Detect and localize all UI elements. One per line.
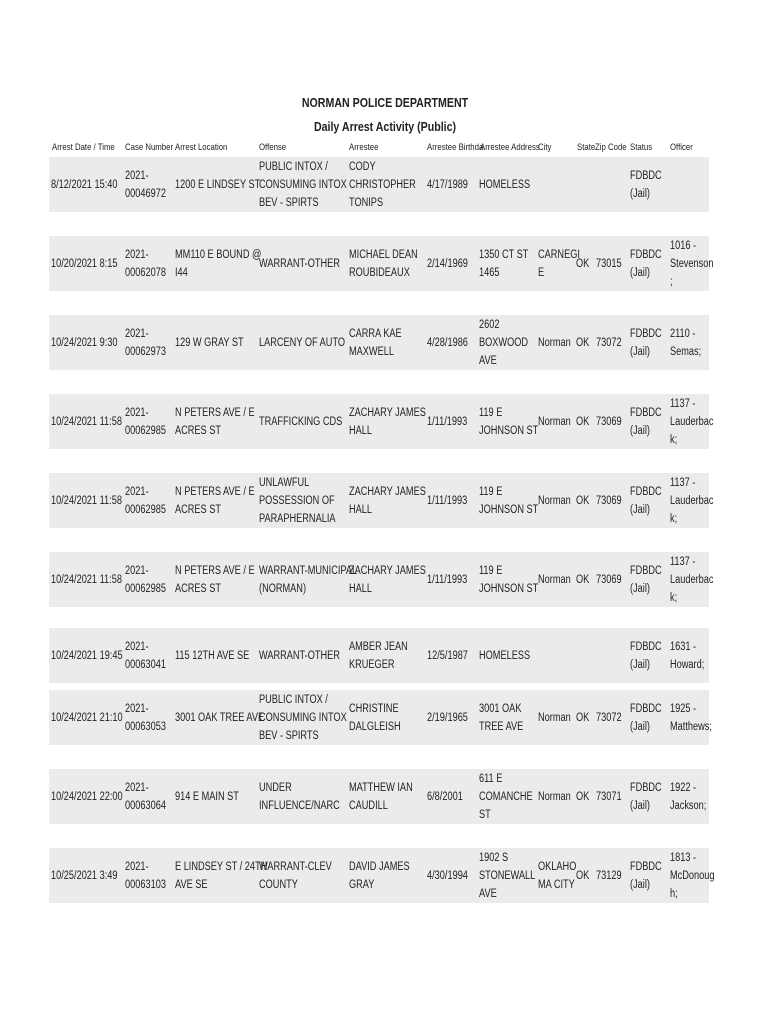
cell-arrestee: ZACHARY JAMES HALL [349,564,426,595]
cell-arrestee-address: 611 E COMANCHE ST [479,772,533,821]
cell-offense: PUBLIC INTOX / CONSUMING INTOX BEV - SPIRTS [259,693,347,742]
cell-arrestee-address: 2602 BOXWOOD AVE [479,318,529,367]
header-arrest-date: Arrest Date / Time [52,142,115,153]
header-offense: Offense [259,142,287,153]
table-row [49,394,714,449]
cell-arrest-location: 129 W GRAY ST [175,336,244,349]
cell-arrestee: MATTHEW IAN CAUDILL [349,781,413,812]
cell-officer: 1016 - Stevenson ; [670,239,714,288]
table-row [49,769,709,824]
cell-status: FDBDC (Jail) [630,327,662,358]
table-row [49,473,714,528]
cell-arrestee: AMBER JEAN KRUEGER [349,640,408,671]
cell-zip-code: 73129 [596,869,622,882]
cell-arrestee: ZACHARY JAMES HALL [349,406,426,437]
cell-arrest-date: 10/25/2021 3:49 [51,869,118,882]
cell-arrestee-birthdate: 6/8/2001 [427,790,463,803]
cell-officer [670,157,709,212]
cell-arrestee-address: HOMELESS [479,649,531,662]
cell-case-number: 2021- 00063064 [125,781,166,812]
cell-arrest-location: MM110 E BOUND @ I44 [175,248,262,279]
cell-offense: WARRANT-CLEV COUNTY [259,860,332,891]
report-subtitle: Daily Arrest Activity (Public) [313,120,457,134]
cell-arrest-date: 10/20/2021 8:15 [51,257,118,270]
report-title: NORMAN POLICE DEPARTMENT [301,96,469,110]
cell-city [538,628,574,683]
cell-officer: 1922 - Jackson; [670,781,707,812]
header-arrest-location: Arrest Location [175,142,228,153]
header-arrestee-birthdate: Arrestee Birthda [427,142,484,153]
cell-city: Norman [538,494,571,507]
cell-arrestee: CODY CHRISTOPHER TONIPS [349,160,416,209]
cell-arrestee-birthdate: 12/5/1987 [427,649,468,662]
cell-zip-code: 73072 [596,711,622,724]
cell-zip-code: 73069 [596,415,622,428]
cell-zip-code [596,157,628,212]
cell-arrestee: ZACHARY JAMES HALL [349,485,426,516]
cell-case-number: 2021- 00063103 [125,860,166,891]
cell-offense: UNDER INFLUENCE/NARC [259,781,340,812]
cell-zip-code: 73069 [596,494,622,507]
cell-offense: LARCENY OF AUTO [259,336,346,349]
cell-arrestee-birthdate: 2/14/1969 [427,257,468,270]
cell-arrest-location: 115 12TH AVE SE [175,649,250,662]
cell-arrest-date: 10/24/2021 11:58 [51,573,122,586]
cell-arrest-date: 10/24/2021 22:00 [51,790,123,803]
cell-arrest-location: N PETERS AVE / E ACRES ST [175,564,255,595]
cell-arrestee: CARRA KAE MAXWELL [349,327,402,358]
cell-city: Norman [538,415,571,428]
cell-arrestee-birthdate: 1/11/1993 [427,494,468,507]
cell-state: OK [576,573,590,586]
cell-offense: WARRANT-OTHER [259,649,340,662]
cell-city: Norman [538,573,571,586]
cell-offense: UNLAWFUL POSSESSION OF PARAPHERNALIA [259,476,336,525]
cell-state: OK [576,257,590,270]
cell-arrestee-birthdate: 2/19/1965 [427,711,468,724]
cell-state: OK [576,336,590,349]
cell-arrest-location: 3001 OAK TREE AVE [175,711,265,724]
cell-officer: 1137 - Lauderbac k; [670,397,714,446]
cell-status: FDBDC (Jail) [630,169,662,200]
cell-arrestee: DAVID JAMES GRAY [349,860,410,891]
cell-arrestee-birthdate: 1/11/1993 [427,415,468,428]
cell-case-number: 2021- 00062078 [125,248,166,279]
cell-city: Norman [538,336,571,349]
cell-arrestee: MICHAEL DEAN ROUBIDEAUX [349,248,418,279]
cell-city: OKLAHO MA CITY [538,860,577,891]
cell-arrest-date: 10/24/2021 19:45 [51,649,123,662]
cell-arrest-date: 10/24/2021 9:30 [51,336,118,349]
table-row [49,552,714,607]
cell-arrest-location: N PETERS AVE / E ACRES ST [175,485,255,516]
cell-arrestee-birthdate: 1/11/1993 [427,573,468,586]
cell-status: FDBDC (Jail) [630,248,662,279]
table-row [49,628,709,683]
header-zip-code: Zip Code [595,142,627,153]
cell-officer: 1137 - Lauderbac k; [670,476,714,525]
cell-state: OK [576,494,590,507]
cell-arrest-date: 10/24/2021 11:58 [51,494,122,507]
cell-arrest-location: 914 E MAIN ST [175,790,239,803]
cell-arrestee-birthdate: 4/28/1986 [427,336,468,349]
cell-state: OK [576,415,590,428]
cell-city: Norman [538,711,571,724]
header-case-number: Case Number [125,142,174,153]
cell-arrestee-birthdate: 4/30/1994 [427,869,468,882]
cell-arrestee-address: 119 E JOHNSON ST [479,564,539,595]
cell-offense: PUBLIC INTOX / CONSUMING INTOX BEV - SPIRTS [259,160,347,209]
table-row [49,690,712,745]
cell-city: CARNEGI E [538,248,580,279]
cell-arrestee-address: 3001 OAK TREE AVE [479,702,524,733]
cell-arrest-location: 1200 E LINDSEY ST [175,178,261,191]
cell-state [576,628,594,683]
cell-city: Norman [538,790,571,803]
cell-officer: 1813 - McDonoug h; [670,851,715,900]
cell-arrestee-address: 1350 CT ST 1465 [479,248,529,279]
table-row [49,236,714,291]
header-arrestee-address: Arrestee Address [480,142,540,153]
cell-arrestee-birthdate: 4/17/1989 [427,178,468,191]
cell-status: FDBDC (Jail) [630,640,662,671]
cell-officer: 1631 - Howard; [670,640,705,671]
cell-offense: TRAFFICKING CDS [259,415,343,428]
cell-case-number: 2021- 00062985 [125,485,166,516]
cell-officer: 1925 - Matthews; [670,702,712,733]
cell-state [576,157,594,212]
cell-arrest-location: E LINDSEY ST / 24TH AVE SE [175,860,268,891]
cell-zip-code: 73069 [596,573,622,586]
cell-arrestee-address: 1902 S STONEWALL AVE [479,851,536,900]
cell-arrest-date: 8/12/2021 15:40 [51,178,118,191]
cell-arrestee-address: HOMELESS [479,178,531,191]
header-arrestee: Arrestee [349,142,379,153]
cell-arrest-date: 10/24/2021 21:10 [51,711,123,724]
cell-zip-code: 73071 [596,790,622,803]
table-row [49,315,709,370]
cell-zip-code [596,628,628,683]
cell-offense: WARRANT-MUNICIPAL (NORMAN) [259,564,358,595]
cell-officer: 1137 - Lauderbac k; [670,555,714,604]
cell-arrestee: CHRISTINE DALGLEISH [349,702,401,733]
table-row [49,848,715,903]
cell-state: OK [576,869,590,882]
cell-status: FDBDC (Jail) [630,702,662,733]
cell-arrest-date: 10/24/2021 11:58 [51,415,122,428]
cell-state: OK [576,790,590,803]
cell-officer: 2110 - Semas; [670,327,702,358]
cell-case-number: 2021- 00062973 [125,327,166,358]
cell-status: FDBDC (Jail) [630,860,662,891]
cell-arrest-location: N PETERS AVE / E ACRES ST [175,406,255,437]
cell-case-number: 2021- 00046972 [125,169,166,200]
cell-status: FDBDC (Jail) [630,406,662,437]
cell-case-number: 2021- 00063041 [125,640,166,671]
header-city: City [538,142,552,153]
header-status: Status [630,142,653,153]
cell-status: FDBDC (Jail) [630,564,662,595]
cell-zip-code: 73015 [596,257,622,270]
cell-arrestee-address: 119 E JOHNSON ST [479,485,539,516]
header-officer: Officer [670,142,693,153]
cell-case-number: 2021- 00063053 [125,702,166,733]
cell-case-number: 2021- 00062985 [125,406,166,437]
cell-offense: WARRANT-OTHER [259,257,340,270]
header-state: State [577,142,596,153]
cell-arrestee-address: 119 E JOHNSON ST [479,406,539,437]
cell-zip-code: 73072 [596,336,622,349]
table-row [49,157,709,212]
cell-state: OK [576,711,590,724]
cell-city [538,157,574,212]
cell-status: FDBDC (Jail) [630,485,662,516]
cell-case-number: 2021- 00062985 [125,564,166,595]
cell-status: FDBDC (Jail) [630,781,662,812]
